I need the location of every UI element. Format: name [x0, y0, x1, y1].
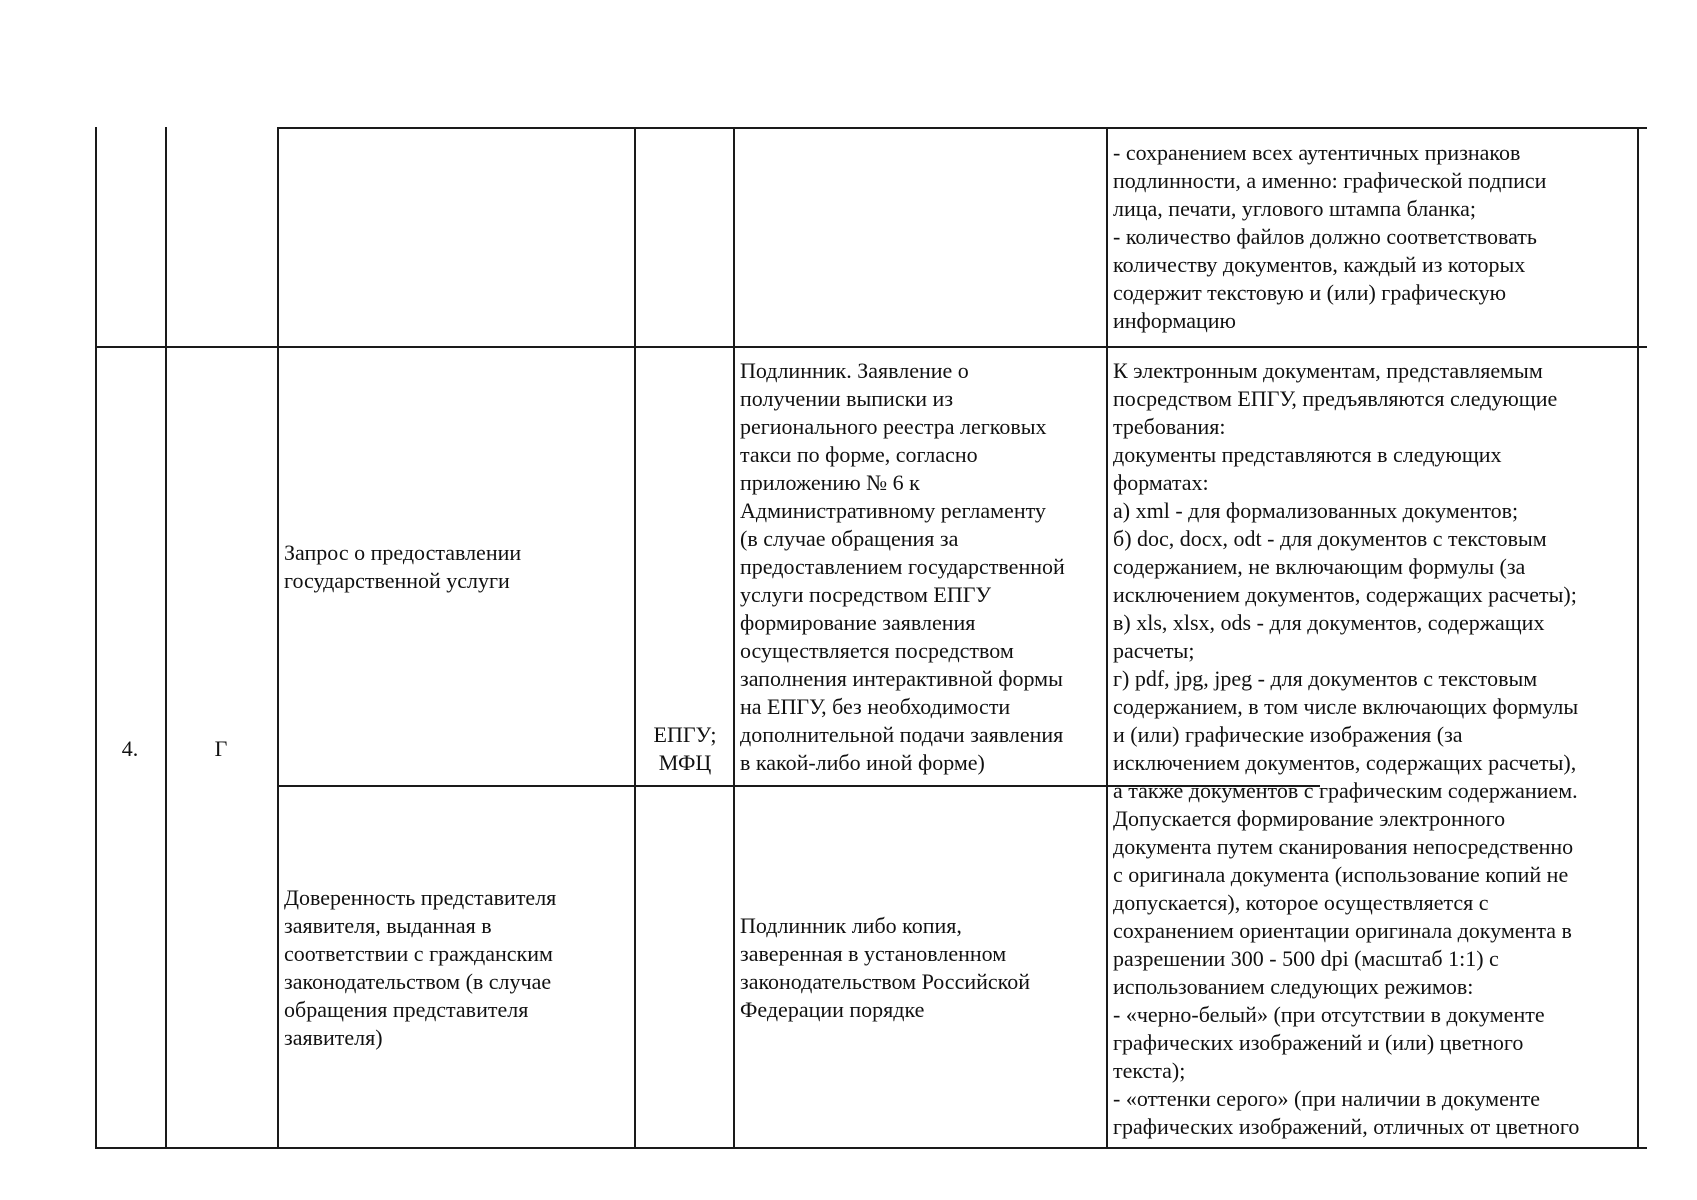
table-col-line-2	[165, 127, 167, 1148]
document-form-power-of-attorney: Подлинник либо копия, заверенная в установленном законодательством Российской Федерации порядке	[740, 913, 1030, 1022]
continuation-requirements-cell: - сохранением всех аутентичных признаков подлинности, а именно: графической подписи лица, печати, углового штампа бланка; - количество файлов должно соответствовать количеству документов, каждый из которых содержит текстовую и (или) графическую информацию	[1113, 140, 1547, 333]
submission-channels: ЕПГУ; МФЦ	[653, 722, 717, 775]
table-rule-top	[277, 127, 1647, 129]
table-col-line-3	[277, 127, 279, 1148]
table-col-line-4	[634, 127, 636, 1148]
document-form-request: Подлинник. Заявление о получении выписки из регионального реестра легковых такси по форме, согласно приложению № 6 к Административному регламенту (в случае обращения за предоставлением государственной услуги посредством ЕПГУ формирование заявления осуществляется посредством заполнения интерактивной формы на ЕПГУ, без необходимости дополнительной подачи заявления в какой-либо иной форме)	[740, 358, 1065, 775]
document-name-power-of-attorney: Доверенность представителя заявителя, выданная в соответствии с гражданским законодательством (в случае обращения представителя заявителя)	[284, 885, 557, 1050]
row-letter: Г	[214, 736, 228, 761]
table-col-line-1	[95, 127, 97, 1148]
electronic-document-requirements: К электронным документам, представляемым посредством ЕПГУ, предъявляются следующие требования: документы представляются в следующих форматах: а) xml - для формализованных документов; б) doc, docx, odt - для документов с текстовым содержанием, не включающим формулы (за исключением документов, содержащих расчеты); в) xls, xlsx, ods - для документов, содержащих расчеты; г) pdf, jpg, jpeg - для документов с текстовым содержанием, в том числе включающих формулы и (или) графические изображения (за исключением документов, содержащих расчеты), а также документов с графическим содержанием. Допускается формирование электронного документа путем сканирования непосредственно с оригинала документа (использование копий не допускается), которое осуществляется с сохранением ориентации оригинала документа в разрешении 300 - 500 dpi (масштаб 1:1) с использованием следующих режимов: - «черно-белый» (при отсутствии в документе графических изображений и (или) цветного текста); - «оттенки серого» (при наличии в документе графических изображений, отличных от цветного	[1113, 358, 1580, 1139]
document-name-request: Запрос о предоставлении государственной услуги	[284, 540, 522, 593]
table-col-line-6	[1106, 127, 1108, 1148]
table-rule-row4-top	[95, 346, 1647, 348]
table-rule-bottom	[95, 1147, 1647, 1149]
row-number: 4.	[121, 736, 139, 761]
table-col-line-5	[733, 127, 735, 1148]
